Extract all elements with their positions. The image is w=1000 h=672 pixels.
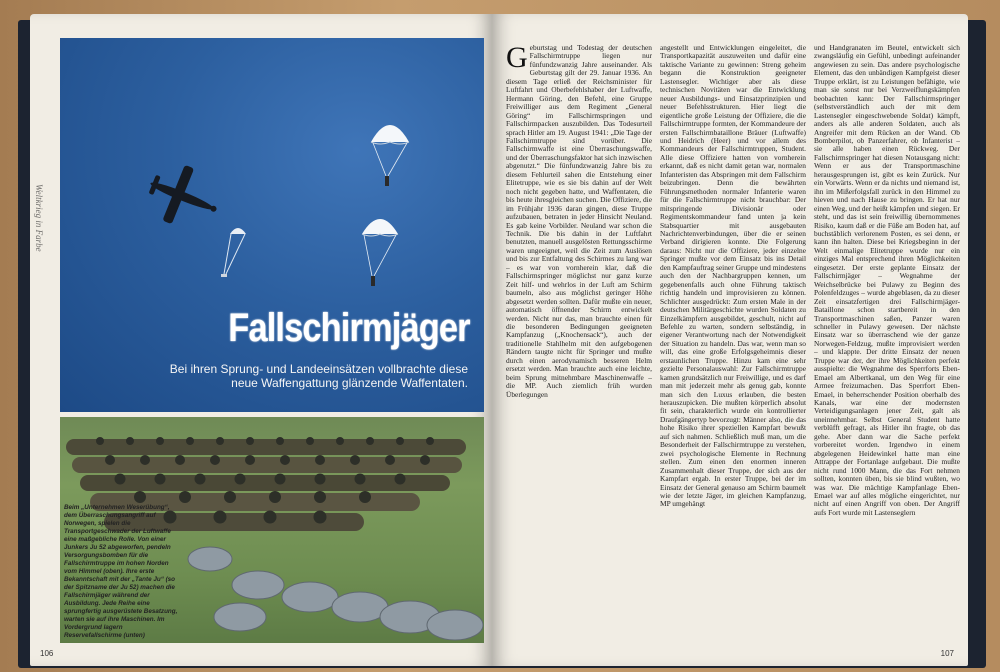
parachute-packs-icon — [188, 547, 483, 640]
article-column-2 — [660, 44, 806, 644]
headline: Fallschirmjäger — [228, 306, 470, 350]
parachute-icon — [362, 219, 398, 286]
article-column-3 — [814, 44, 960, 644]
dropcap: G — [506, 44, 528, 74]
sky-photo — [60, 38, 484, 412]
parachute-icon — [221, 228, 246, 277]
parachute-icon — [371, 125, 409, 186]
column-text: eburtstag und Todestag der deutschen Fallschirmtruppe liegen nur fünfundzwanzig Jahre auseinander. Als Geburtstag gilt der 29. Januar 1936. An diesem Tage erließ der Reichsminister für Luftfahrt und Oberbefehlshaber der Luftwaffe, Hermann Göring, den Befehl, eine Gruppe Freiwilliger aus dem Regiment „General Göring“ im Fallschirmspringen und Fallschirmpacken auszubilden. Das Todesurteil sprach Hitler am 19. August 1941: „Die Tage der Fallschirmtruppe sind vorüber. Die Fallschirmwaffe ist eine Überraschungswaffe, und der Überraschungsfaktor hat sich inzwischen abgenutzt.“ Die fünfundzwanzig Jahre bis zu diesem Fehlurteil sahen die Entstehung einer Elitetruppe, wie es sie bis dahin auf der Welt noch nicht gegeben hatte, und Waffentaten, die bis heute ihresgleichen suchen. Die Offiziere, die im Frühjahr 1936 daran gingen, diese Truppe aufzubauen, betraten in jeder Hinsicht Neuland. Es gab keine Vorbilder. Neuland war schon die Technik. Die bis dahin in der Luftfahrt benutzten, manuell ausgelösten Rettungsschirme waren ungeeignet, weil die Zeit zum Auslösen und bis zur Entfaltung des Schirmes zu lang war – es war von vornherein klar, daß die Fallschirmspringer möglichst nur ganz kurze Zeit hilf- und wehrlos in der Luft am Schirm baumeln, also aus möglichst geringer Höhe abgesetzt werden sollten. Dafür mußte ein neuer, automatisch öffnender Schirm entwickelt werden. Nicht nur das, man brauchte einen für die besonderen Bedingungen geeigneten Kampfanzug („Knochensack“), auch der traditionelle Stahlhelm mit den aufgebogenen Rändern taugte nicht für Springer und mußte durch einen aerodynamisch besseren Helm ersetzt werden. Man brauchte auch eine leichte, beim Sprung mitnehmbare Maschinenwaffe – die MP. Auch ziemlich früh wurden Überlegungen — [506, 44, 652, 399]
aircraft-icon — [139, 155, 227, 237]
column-text: angestellt und Entwicklungen eingeleitet, die Transportkapazität auszuweiten und dafür eine taktische Variante zu gewinnen: Streng geheim begann die Konstruktion geeigneter Lastensegler. Wichtiger aber als diese technischen Novitäten war die Entwicklung neuer Ausbildungs- und Einsatzprinzipien und neuer Befehlsstrukturen. Hier liegt die eigentliche große Leistung der Offiziere, die die Fallschirmtruppe formten, der Kommandeure der ersten Fallschirmbataillone Bräuer (Luftwaffe) und Heidrich (Heer) und vor allem des Kommandeurs der Fallschirmtruppen, Student. Alle diese Offiziere hatten von vornherein erkannt, daß es nicht damit getan war, normalen Infanteristen das Abspringen mit dem Fallschirm beizubringen. Denn die bewährten Führungsmethoden normaler Infanterie waren für die Fallschirmtruppe nicht brauchbar: Der mitspringende Divisionär oder Regimentskommandeur fand unten ja kein Stabsquartier mit ausgebauten Nachrichtenverbindungen, über die er seinen Verband dirigieren konnte. Die Folgerung daraus: Nicht nur die Offiziere, jeder einzelne Springer mußte vor dem Einsatz bis ins Detail den Kampfauftrag seiner Gruppe und mindestens auch den der Nachbargruppen kennen, um gegebenenfalls auch ohne Führung taktisch richtig handeln und improvisieren zu können. Schlichter ausgedrückt: Zum ersten Male in der deutschen Militärgeschichte wurden Soldaten zu Einzelkämpfern ausgebildet, geschult, nicht auf Befehle zu warten, sondern selbständig, in eigener Verantwortung nach der Notwendigkeit der Situation zu handeln. Das war, wenn man so will, das eine große Erfolgsgeheimnis dieser erstaunlichen Truppe. Hinzu kam eine sehr gezielte Personalauswahl: Zur Fallschirmtruppe kamen grundsätzlich nur Freiwillige, und es darf man mit jederzeit mehr als genug gab, konnte man sich den Luxus erlauben, die besten herauszupicken. Die mußten körperlich absolut fit sein, charakterlich wurde ein kontrollierter Draufgängertyp bevorzugt: Männer also, die das hohe Risiko ihrer speziellen Kampfart bewußt auf sich nahmen. Schließlich muß man, um die Besonderheit der Fallschirmtruppe zu verstehen, zwei psychologische Elemente in Rechnung stellen. Zum einen den enormen inneren Zusammenhalt dieser Truppe, der sich aus der Kampfart ergab. In erster Truppe, bei der im Einsatz der General genauso am Schirm baumelt wie der letzte Jäger, im gleichen Kampfanzug, MP umgehängt — [660, 44, 806, 509]
subheadline: Bei ihren Sprung- und Landeeinsätzen vollbrachte diese neue Waffengattung glänzende Waffentaten. — [169, 362, 468, 390]
right-page — [492, 14, 968, 666]
column-text: und Handgranaten im Beutel, entwickelt sich zwangsläufig ein Gefühl, unbedingt aufeinander angewiesen zu sein. Das andere psychologische Element, das den unbändigen Kampfgeist dieser Truppe erklärt, ist zu Leistungen befähigte, wie man sie sonst nur bei Verzweiflungskämpfen beobachten kann: Der Fallschirmspringer (selbstverständlich auch der mit dem Lastensegler eingeschwebende Soldat) kämpft, anders als alle anderen Soldaten, auch als Angreifer mit dem Rücken an der Wand. Ob Bomberpilot, ob Panzerfahrer, ob Infanterist – sie alle haben einen Rückweg. Der Fallschirmspringer hat diesen Notausgang nicht: Wenn er aus der Transportmaschine herausgesprungen ist, gibt es kein Zurück. Nur ein Vorwärts. Wenn er da nichts und niemand ist, ihn im Mißerfolgsfall zurück in den Himmel zu hieven und nach Hause zu bringen. Er hat nur einen Weg, und der heißt kämpfen und siegen. Er steht, und das ist sein freiwillig übernommenes Risiko, kaum daß er die Füße am Boden hat, auf buchstäblich verlorenem Posten, es sei denn, er kann ihn halten. Diese bei Kriegsbeginn in der Welt einmalige Elitetruppe wurde nur ein einziges Mal entsprechend ihren Möglichkeiten eingesetzt. Der erste geplante Einsatz der Fallschirmjäger – Wegnahme der Weichselbrücke bei Pulawy zu Beginn des Polenfeldzuges – wurde abgeblasen, da zu dieser Zeit einsatzfertigen drei Fallschirmjäger-Bataillone schon startbereit in den Transportmaschinen saßen, Panzer waren schneller in Pulawy gewesen. Der nächste Einsatz war so überraschend wie der ganze Norwegen-Feldzug, mußte improvisiert werden – und klappte. Der dritte Einsatz der neuen Truppe war der, der ihre Möglichkeiten perfekt ausspielte: die Wegnahme des Sperrforts Eben-Emael am Albertkanal, um den Weg für eine Armee freizumachen. Das Sperrfort Eben-Emael, in beherrschender Position oberhalb des Kanals, war eine der modernsten Verteidigungsanlagen jener Zeit, galt als uneinnehmbar. Selbst General Student hatte verblüfft gefragt, als Hitler ihn fragte, ob das gehe. Aber dann war die Sache perfekt vorbereitet worden. Irgendwo in einem abgelegenen Heidewinkel hatte man eine Attrappe der Fortanlage aufgebaut. Die mußte nicht rund 1000 Mann, die das Fort nehmen sollten, konnten üben, bis sie blind wußten, wo was war. Die mächtige Kampfanlage Eben-Emael war auf alles mögliche eingerichtet, nur nicht auf einen Angriff von oben. Der Angriff aufs Fort wurde mit Lastenseglern — [814, 44, 960, 517]
margin-handwriting: Weltkrieg in Farbe — [34, 184, 44, 252]
paratrooper-illustration — [60, 38, 484, 412]
left-page — [30, 14, 492, 666]
article-column-1 — [506, 44, 652, 644]
article-columns — [506, 44, 960, 644]
page-number-left: 106 — [40, 649, 54, 658]
photo-caption: Beim „Unternehmen Weserübung“, dem Überraschungsangriff auf Norwegen, spielen die Transportgeschwader der Luftwaffe eine maßgebliche Rolle. Von einer Junkers Ju 52 abgeworfen, pendeln Versorgungsbomben für die Fallschirmtruppe im hohen Norden vom Himmel (oben). Ihre erste Bekanntschaft mit der „Tante Ju“ (so der Spitzname der Ju 52) machen die Fallschirmjäger während der Ausbildung. Jede Reihe eine sprungfertig ausgerüstete Besatzung, warten sie auf ihre Maschinen. Im Vordergrund lagern Reservefallschirme (unten) — [64, 504, 178, 639]
page-number-right: 107 — [940, 649, 954, 658]
